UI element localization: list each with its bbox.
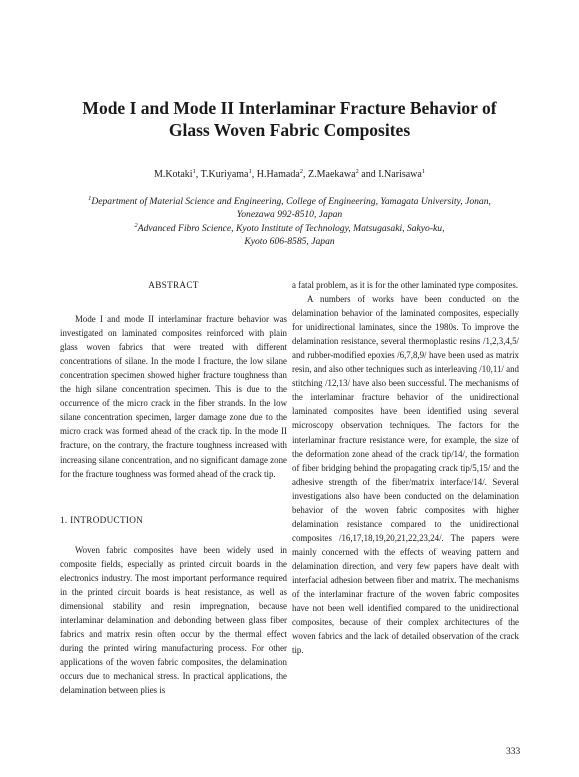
author-name: H.Hamada [256,169,300,180]
page-number: 333 [506,747,521,757]
author-affiliation-mark: 1 [248,168,252,175]
author-separator: , [251,169,257,180]
left-column [60,278,287,697]
author-affiliation-mark: 2 [355,168,359,175]
affiliation-mark: 1 [88,195,92,202]
introduction-heading: 1. INTRODUCTION [60,514,144,525]
title-line-1: Mode I and Mode II Interlaminar Fracture Behavior of [82,98,497,118]
introduction-paragraph-2: A numbers of works have been conducted on the delamination behavior of the laminated composites, especially for unidirectional laminates, since the 1980s. To improve the delamination resistance, several thermoplastic resins /1,2,3,4,5/ and rubber-modified epoxies /6,7,8,9/ have been used as matrix resin, and also other techniques such as interleaving /10,11/ and stitching /12,13/ have also been successful. The mechanisms of the interlaminar fracture behavior of the unidirectional laminated composites have been identified using several microscopy observation techniques. The factors for the interlaminar fracture resistance were, for example, the size of the deformation zone ahead of the crack tip/14/, the formation of fiber bridging behind the propagating crack tip/5,15/ and the adhesive strength of the fiber/matrix interface/14/. Several investigations also have been conducted on the delamination behavior of the woven fabric composites with higher delamination resistance compared to the unidirectional composites /16,17,18,19,20,21,22,23,24/. The papers were mainly concerned with the effects of weaving pattern and delamination direction, and very few papers have dealt with interfacial adhesion between fiber and matrix. The mechanisms of the interlaminar fracture of the woven fabric composites have not been well identified compared to the unidirectional composites, because of their complex architectures of the woven fabrics and the lack of detailed observation of the crack tip. [292,294,519,656]
author-list [40,168,539,181]
affiliation-2-line-2: Kyoto 606-8585, Japan [244,236,335,248]
abstract-text: Mode I and mode II interlaminar fracture behavior was investigated on laminated composites reinforced with plain glass woven fabrics that were treated with different concentrations of silane. In the mode I fracture, the low silane concentration specimen showed higher fracture toughness than the high silane concentration specimen. This is due to the occurrence of the micro crack in the fiber strands. In the low silane concentration specimen, larger damage zone due to the micro crack was formed ahead of the crack tip. In the mode II fracture, on the contrary, the fracture toughness increased with increasing silane concentration, and no significant damage zone for the fracture toughness was formed ahead of the crack tip. [60,314,287,479]
author-name: M.Kotaki [153,169,193,180]
affiliation-1 [40,195,539,208]
abstract-heading: ABSTRACT [148,280,199,290]
affiliation-mark: 2 [134,221,138,229]
author-affiliation-mark: 2 [299,168,304,175]
author-name: I.Narisawa [378,169,422,180]
author-separator: , [195,169,201,180]
author-affiliation-mark: 1 [192,168,196,175]
author-name: Z.Maekawa [308,169,356,180]
affiliation-1-line-2: Yonezawa 992-8510, Japan [236,209,343,221]
affiliations [40,195,539,249]
author-name: T.Kuriyama [200,169,249,180]
right-column [292,278,519,657]
affiliation-1-line-1: Department of Material Science and Engineering, College of Engineering, Yamagata University, Jonan, [91,196,491,207]
author-separator: , [303,169,309,180]
affiliation-2-line-1: Advanced Fibro Science, Kyoto Institute of Technology, Matsugasaki, Sakyo-ku, [137,222,445,234]
introduction-paragraph-1-continued: a fatal problem, as it is for the other laminated type composites. [292,280,519,290]
author-separator: and [358,169,379,180]
title-line-2: Glass Woven Fabric Composites [168,120,411,140]
introduction-paragraph-1: Woven fabric composites have been widely used in composite fields, especially as printed circuit boards in the electronics industry. The most important performance required in the printed circuit boards is heat resistance, as well as dimensional stability and resin impregnation, because interlaminar delamination and debonding between glass fiber fabrics and matrix resin often occur by the thermal effect during the printed wiring manufacturing process. For other applications of the woven fabric composites, the delamination occurs due to mechanical stress. In practical applications, the delamination between plies is [60,544,287,696]
author-affiliation-mark: 1 [421,168,426,175]
affiliation-2 [40,222,539,235]
paper-title [40,97,539,141]
